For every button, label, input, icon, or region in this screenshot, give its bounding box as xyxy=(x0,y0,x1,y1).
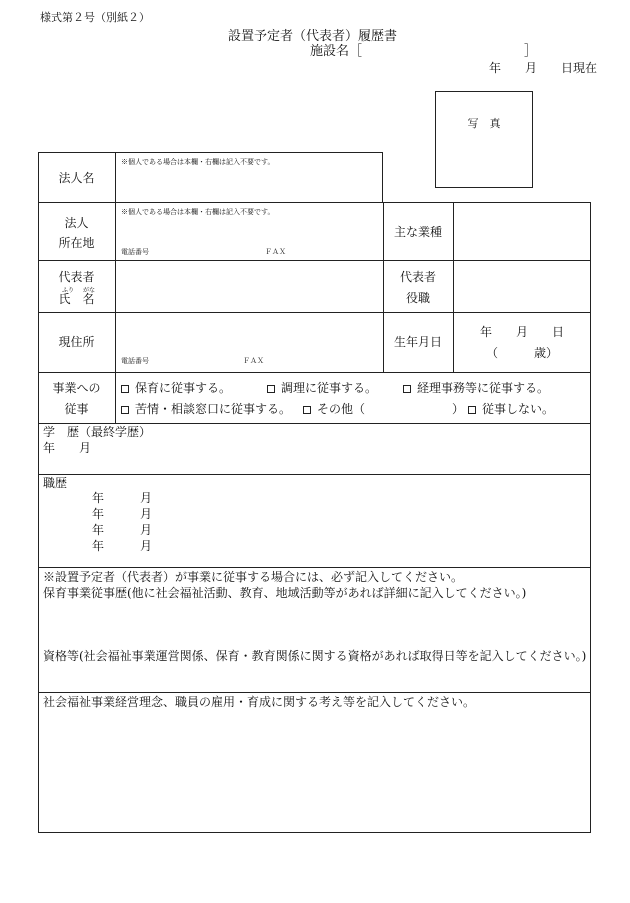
photo-box[interactable] xyxy=(435,91,533,188)
facility-bracket-close: ］ xyxy=(524,44,538,59)
corp-address-field[interactable] xyxy=(117,220,381,244)
childcare-history-field[interactable] xyxy=(42,603,588,645)
business-type-label: 主な業種 xyxy=(393,225,442,239)
photo-label: 写 真 xyxy=(467,117,501,130)
qualification-label: 資格等(社会福祉事業運営関係、保育・教育関係に関する資格があれば取得日等を記入してください。) xyxy=(43,649,587,663)
document-title: 設置予定者（代表者）履歴書 xyxy=(228,29,398,44)
rep-role-label-1: 代表者 xyxy=(399,270,436,284)
career-field[interactable] xyxy=(160,489,588,563)
childcare-history-label: 保育事業従事歴(他に社会福祉活動、教育、地域活動等があれば詳細に記入してください。) xyxy=(43,586,527,600)
philosophy-label: 社会福祉事業経営理念、職員の雇用・育成に関する考え等を記入してください。 xyxy=(43,695,476,709)
birth-date[interactable]: 年 月 日 xyxy=(479,325,564,339)
qualification-field[interactable] xyxy=(42,666,588,690)
rep-role-label-2: 役職 xyxy=(405,291,430,305)
education-label: 学 歴（最終学歴） xyxy=(43,425,152,439)
address-phone-label: 電話番号 xyxy=(121,357,149,365)
birth-label: 生年月日 xyxy=(393,335,442,349)
education-field[interactable] xyxy=(100,439,588,471)
business-type-field[interactable] xyxy=(455,204,589,258)
philosophy-field[interactable] xyxy=(42,712,588,830)
date-line: 年 月 日現在 xyxy=(489,61,598,75)
option-other-close: ） xyxy=(452,402,465,416)
address-fax-label: ＦＡＸ xyxy=(243,357,264,365)
corp-name-field[interactable] xyxy=(117,170,381,200)
checkbox-icon xyxy=(403,385,411,393)
corp-address-label-1: 法人 xyxy=(64,216,89,230)
rep-name-ruby-2: がな xyxy=(83,287,96,294)
facility-name-field[interactable] xyxy=(364,44,522,59)
address-label: 現住所 xyxy=(58,335,95,349)
option-not-engaged[interactable]: 従事しない。 xyxy=(468,402,554,416)
option-complaints[interactable]: 苦情・相談窓口に従事する。 xyxy=(121,402,291,416)
corp-fax-label: ＦＡＸ xyxy=(265,248,286,256)
career-row: 年 月 xyxy=(92,507,153,521)
rep-name-ruby-1: ふり xyxy=(62,287,75,294)
career-row: 年 月 xyxy=(92,523,153,537)
corp-phone-label: 電話番号 xyxy=(121,248,149,256)
form-number: 様式第２号（別紙２） xyxy=(40,11,150,24)
childcare-note: ※設置予定者（代表者）が事業に従事する場合には、必ず記入してください。 xyxy=(43,570,464,584)
corp-name-label: 法人名 xyxy=(58,171,95,185)
address-field[interactable] xyxy=(117,314,381,354)
checkbox-icon xyxy=(303,406,311,414)
career-label: 職歴 xyxy=(43,476,68,490)
engagement-label-2: 従事 xyxy=(64,402,89,416)
birth-age[interactable]: （ 歳） xyxy=(485,346,558,360)
corp-address-label-2: 所在地 xyxy=(58,236,95,250)
checkbox-icon xyxy=(121,385,129,393)
facility-label: 施設名［ xyxy=(310,44,363,59)
rep-name-field[interactable] xyxy=(117,262,381,310)
option-childcare[interactable]: 保育に従事する。 xyxy=(121,381,231,395)
rep-role-field[interactable] xyxy=(455,262,589,310)
checkbox-icon xyxy=(468,406,476,414)
rep-name-label-2: 氏 名 xyxy=(58,292,95,306)
career-row: 年 月 xyxy=(92,539,153,553)
checkbox-icon xyxy=(121,406,129,414)
checkbox-icon xyxy=(267,385,275,393)
option-other[interactable]: その他（ xyxy=(303,402,365,416)
engagement-label-1: 事業への xyxy=(52,381,101,395)
rep-name-label-1: 代表者 xyxy=(58,270,95,284)
option-cooking[interactable]: 調理に従事する。 xyxy=(267,381,377,395)
corp-name-note: ※個人である場合は本欄・右欄は記入不要です。 xyxy=(121,158,275,166)
career-row: 年 月 xyxy=(92,491,153,505)
education-ym: 年 月 xyxy=(43,441,92,455)
corp-address-note: ※個人である場合は本欄・右欄は記入不要です。 xyxy=(121,208,275,216)
option-accounting[interactable]: 経理事務等に従事する。 xyxy=(403,381,549,395)
